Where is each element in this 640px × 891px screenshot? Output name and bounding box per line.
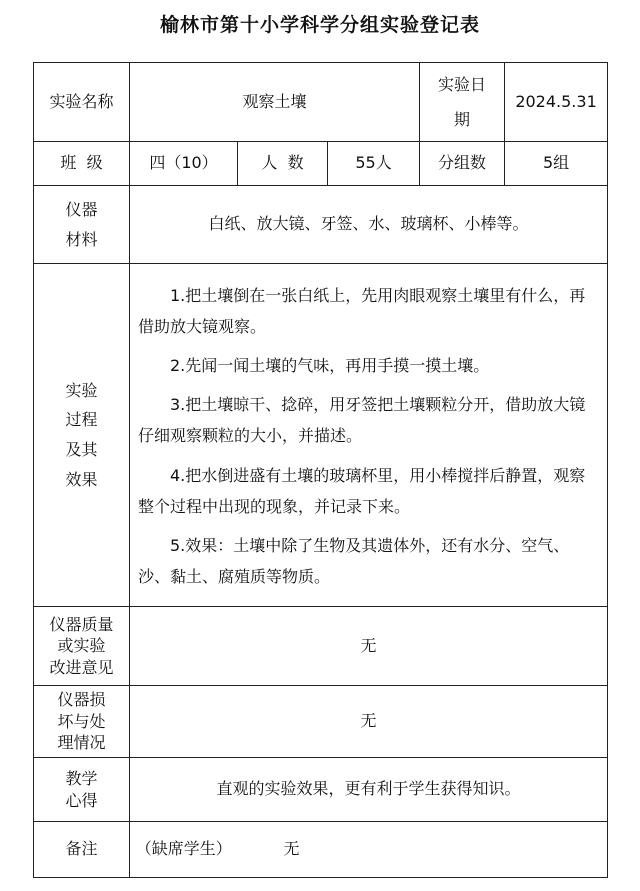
damage-label — [34, 686, 130, 758]
reflection-value: 直观的实验效果，更有利于学生获得知识。 — [130, 758, 608, 822]
row-damage — [34, 686, 608, 758]
process-steps — [130, 264, 608, 607]
process-label — [34, 264, 130, 607]
remarks-label: 备注 — [34, 822, 130, 878]
process-step: 1.把土壤倒在一张白纸上，先用肉眼观察土壤里有什么，再借助放大镜观察。 — [138, 285, 586, 336]
experiment-name-label: 实验名称 — [34, 63, 130, 142]
process-label-line: 及其 — [65, 440, 98, 459]
experiment-name-value: 观察土壤 — [130, 63, 420, 142]
reflection-label-line: 心得 — [65, 790, 98, 810]
process-step: 5.效果：土壤中除了生物及其遗体外，还有水分、空气、沙、黏土、腐殖质等物质。 — [138, 535, 570, 587]
materials-value: 白纸、放大镜、牙签、水、玻璃杯、小棒等。 — [130, 186, 608, 264]
row-class-info — [34, 142, 608, 186]
process-label-line: 效果 — [65, 469, 98, 489]
student-count-label: 人 数 — [238, 142, 328, 186]
quality-value: 无 — [130, 607, 608, 686]
row-experiment-name — [34, 63, 608, 142]
reflection-label — [34, 758, 130, 822]
experiment-date-label-text: 实验日期 — [438, 74, 487, 129]
materials-label-line2: 材料 — [65, 229, 98, 249]
row-materials — [34, 186, 608, 264]
damage-label-line: 坏与处 — [57, 711, 106, 731]
process-step: 3.把土壤晾干、捻碎，用牙签把土壤颗粒分开，借助放大镜仔细观察颗粒的大小，并描述。 — [138, 395, 586, 446]
student-count-value: 55人 — [328, 142, 420, 186]
absent-students-value-text: 无 — [283, 839, 300, 859]
reflection-label-line: 教学 — [65, 768, 98, 788]
process-label-line: 实验 — [65, 380, 98, 400]
experiment-date-value: 2024.5.31 — [505, 63, 608, 142]
row-remarks — [34, 822, 608, 878]
absent-students-value — [238, 822, 608, 878]
absent-students-label: （缺席学生） — [130, 822, 238, 878]
class-label: 班 级 — [34, 142, 130, 186]
process-step: 4.把水倒进盛有土壤的玻璃杯里，用小棒搅拌后静置，观察整个过程中出现的现象，并记录下来。 — [138, 465, 586, 516]
experiment-date-label — [420, 63, 505, 142]
damage-label-line: 仪器损 — [57, 690, 106, 710]
process-step: 2.先闻一闻土壤的气味，再用手摸一摸土壤。 — [170, 356, 490, 376]
process-label-line: 过程 — [65, 410, 98, 430]
quality-label-line: 仪器质量 — [49, 614, 114, 634]
row-quality — [34, 607, 608, 686]
group-count-value: 5组 — [505, 142, 608, 186]
materials-label — [34, 186, 130, 264]
quality-label — [34, 607, 130, 686]
experiment-record-table — [33, 62, 608, 878]
damage-label-line: 理情况 — [57, 733, 106, 753]
page-title: 榆林市第十小学科学分组实验登记表 — [159, 14, 480, 36]
row-reflection — [34, 758, 608, 822]
quality-label-line: 或实验 — [57, 636, 106, 656]
class-value: 四（10） — [130, 142, 238, 186]
group-count-label: 分组数 — [420, 142, 505, 186]
row-process — [34, 264, 608, 607]
quality-label-line: 改进意见 — [49, 657, 114, 677]
damage-value: 无 — [130, 686, 608, 758]
materials-label-line1: 仪器 — [65, 199, 98, 219]
